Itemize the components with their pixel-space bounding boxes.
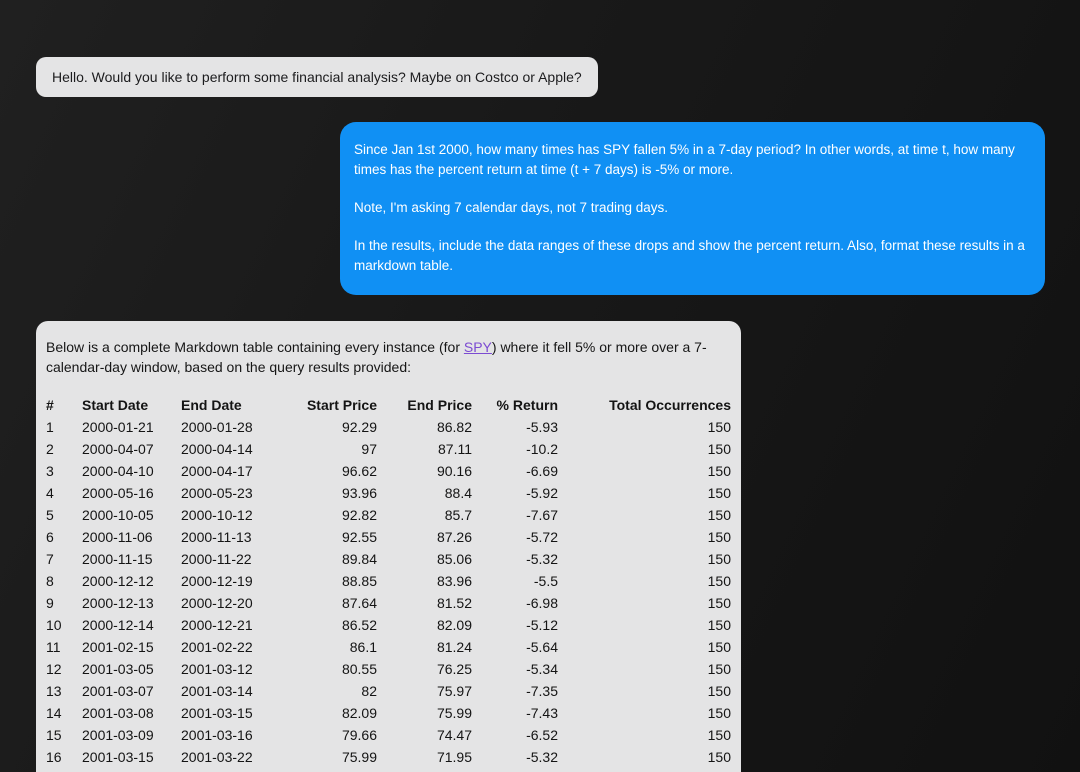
response-intro (46, 337, 731, 377)
cell-pct-return: -5.32 (526, 551, 558, 567)
user-message-paragraph-3: In the results, include the data ranges of these drops and show the percent return. Also, format these results in a markdown table. (354, 238, 1025, 273)
cell-total-occurrences: 150 (707, 573, 731, 589)
cell-start-date: 2001-03-09 (82, 727, 154, 743)
cell-total-occurrences: 150 (707, 595, 731, 611)
cell-start-date: 2001-03-15 (82, 749, 154, 765)
table-row (46, 548, 731, 570)
cell-start-price: 89.84 (341, 551, 377, 567)
user-message-paragraph-1: Since Jan 1st 2000, how many times has SPY fallen 5% in a 7-day period? In other words, at time t, how many times has the percent return at time (t + 7 days) is -5% or more. (354, 142, 1015, 177)
cell-total-occurrences: 150 (707, 683, 731, 699)
cell-total-occurrences: 150 (707, 639, 731, 655)
cell-index: 13 (46, 683, 62, 699)
header-row (46, 394, 731, 416)
cell-end-price: 90.16 (436, 463, 472, 479)
cell-end-price: 81.24 (436, 639, 472, 655)
results-table-body (46, 416, 731, 768)
cell-end-price: 71.95 (436, 749, 472, 765)
cell-start-date: 2000-11-15 (82, 551, 153, 567)
header-pct-return: % Return (496, 397, 558, 413)
cell-pct-return: -7.43 (526, 705, 558, 721)
cell-end-price: 75.99 (436, 705, 472, 721)
cell-start-price: 86.1 (349, 639, 377, 655)
cell-total-occurrences: 150 (707, 749, 731, 765)
cell-pct-return: -6.52 (526, 727, 558, 743)
results-table (46, 394, 731, 768)
cell-start-date: 2001-03-07 (82, 683, 154, 699)
cell-end-price: 87.26 (436, 529, 472, 545)
cell-start-price: 75.99 (341, 749, 377, 765)
table-row (46, 526, 731, 548)
cell-index: 6 (46, 529, 54, 545)
cell-pct-return: -5.72 (526, 529, 558, 545)
cell-index: 3 (46, 463, 54, 479)
cell-index: 8 (46, 573, 54, 589)
table-row (46, 570, 731, 592)
cell-total-occurrences: 150 (707, 727, 731, 743)
cell-start-date: 2000-12-14 (82, 617, 154, 633)
cell-total-occurrences: 150 (707, 507, 731, 523)
table-row (46, 614, 731, 636)
cell-index: 9 (46, 595, 54, 611)
cell-end-date: 2001-03-12 (181, 661, 253, 677)
header-index: # (46, 397, 54, 413)
cell-end-date: 2000-10-12 (181, 507, 253, 523)
cell-end-price: 88.4 (444, 485, 472, 501)
cell-start-date: 2000-04-07 (82, 441, 154, 457)
cell-start-date: 2001-03-05 (82, 661, 154, 677)
cell-index: 14 (46, 705, 62, 721)
cell-total-occurrences: 150 (707, 463, 731, 479)
cell-pct-return: -5.92 (526, 485, 558, 501)
cell-end-price: 87.11 (438, 441, 472, 457)
results-table-header (46, 394, 731, 416)
cell-index: 12 (46, 661, 62, 677)
spy-link[interactable]: SPY (463, 339, 492, 355)
cell-index: 4 (46, 485, 54, 501)
cell-index: 5 (46, 507, 54, 523)
response-intro-suffix: ) where it fell 5% or more over a 7-calendar-day window, based on the query results provided: (46, 339, 707, 375)
table-row (46, 592, 731, 614)
assistant-message-table-response (36, 321, 741, 772)
cell-total-occurrences: 150 (707, 485, 731, 501)
table-row (46, 504, 731, 526)
user-message (340, 122, 1045, 295)
cell-end-price: 83.96 (436, 573, 472, 589)
cell-pct-return: -5.12 (526, 617, 558, 633)
cell-end-date: 2000-05-23 (181, 485, 253, 501)
cell-start-price: 86.52 (341, 617, 377, 633)
header-total-occurrences: Total Occurrences (609, 397, 731, 413)
table-row (46, 460, 731, 482)
cell-end-date: 2000-04-17 (181, 463, 253, 479)
table-row (46, 482, 731, 504)
cell-start-price: 88.85 (341, 573, 377, 589)
table-row (46, 416, 731, 438)
cell-start-date: 2000-12-13 (82, 595, 154, 611)
cell-end-date: 2001-03-15 (181, 705, 253, 721)
cell-pct-return: -7.35 (526, 683, 558, 699)
cell-end-date: 2000-01-28 (181, 419, 253, 435)
cell-pct-return: -10.2 (526, 441, 558, 457)
cell-start-price: 93.96 (341, 485, 377, 501)
cell-index: 16 (46, 749, 62, 765)
cell-end-date: 2000-12-20 (181, 595, 253, 611)
table-row (46, 724, 731, 746)
cell-start-price: 82.09 (341, 705, 377, 721)
table-row (46, 746, 731, 768)
cell-end-date: 2001-02-22 (181, 639, 253, 655)
cell-start-price: 87.64 (341, 595, 377, 611)
header-start-date: Start Date (82, 397, 149, 413)
cell-start-price: 92.55 (341, 529, 377, 545)
cell-start-price: 82 (361, 683, 377, 699)
cell-index: 2 (46, 441, 54, 457)
cell-start-date: 2000-04-10 (82, 463, 154, 479)
cell-end-date: 2000-12-21 (181, 617, 253, 633)
cell-index: 7 (46, 551, 54, 567)
cell-end-date: 2001-03-16 (181, 727, 253, 743)
cell-end-price: 85.7 (444, 507, 472, 523)
cell-pct-return: -6.98 (526, 595, 558, 611)
cell-index: 15 (46, 727, 62, 743)
cell-end-date: 2000-11-13 (181, 529, 252, 545)
header-end-price: End Price (407, 397, 472, 413)
cell-start-date: 2001-03-08 (82, 705, 154, 721)
cell-end-price: 75.97 (436, 683, 472, 699)
cell-end-date: 2001-03-14 (181, 683, 253, 699)
cell-index: 11 (46, 639, 61, 655)
cell-start-date: 2000-10-05 (82, 507, 154, 523)
cell-total-occurrences: 150 (707, 551, 731, 567)
cell-end-price: 76.25 (436, 661, 472, 677)
header-end-date: End Date (181, 397, 242, 413)
cell-start-price: 97 (361, 441, 377, 457)
cell-start-price: 96.62 (341, 463, 377, 479)
cell-pct-return: -7.67 (526, 507, 558, 523)
user-message-paragraph-2: Note, I'm asking 7 calendar days, not 7 trading days. (354, 200, 669, 215)
cell-pct-return: -6.69 (526, 463, 558, 479)
cell-end-date: 2001-03-22 (181, 749, 253, 765)
cell-start-date: 2000-12-12 (82, 573, 154, 589)
cell-total-occurrences: 150 (707, 705, 731, 721)
table-row (46, 636, 731, 658)
cell-index: 10 (46, 617, 62, 633)
cell-start-date: 2001-02-15 (82, 639, 154, 655)
cell-pct-return: -5.93 (526, 419, 558, 435)
response-intro-prefix: Below is a complete Markdown table containing every instance (for (46, 339, 464, 355)
cell-total-occurrences: 150 (707, 617, 731, 633)
cell-start-price: 79.66 (341, 727, 377, 743)
cell-end-price: 82.09 (436, 617, 472, 633)
cell-end-date: 2000-11-22 (181, 551, 252, 567)
cell-start-price: 80.55 (341, 661, 377, 677)
cell-total-occurrences: 150 (707, 661, 731, 677)
table-row (46, 680, 731, 702)
cell-end-price: 86.82 (436, 419, 472, 435)
cell-end-date: 2000-12-19 (181, 573, 253, 589)
cell-pct-return: -5.5 (533, 573, 558, 589)
cell-end-price: 74.47 (436, 727, 472, 743)
cell-total-occurrences: 150 (707, 441, 731, 457)
cell-pct-return: -5.64 (526, 639, 558, 655)
cell-start-price: 92.29 (341, 419, 377, 435)
cell-pct-return: -5.32 (526, 749, 558, 765)
cell-pct-return: -5.34 (526, 661, 558, 677)
cell-index: 1 (46, 419, 54, 435)
cell-end-price: 81.52 (436, 595, 472, 611)
cell-end-price: 85.06 (436, 551, 472, 567)
cell-end-date: 2000-04-14 (181, 441, 253, 457)
table-row (46, 702, 731, 724)
cell-start-date: 2000-11-06 (82, 529, 153, 545)
header-start-price: Start Price (306, 397, 377, 413)
table-row (46, 658, 731, 680)
cell-start-date: 2000-05-16 (82, 485, 154, 501)
table-row (46, 438, 731, 460)
cell-total-occurrences: 150 (707, 529, 731, 545)
greeting-text: Hello. Would you like to perform some financial analysis? Maybe on Costco or Apple? (52, 69, 582, 85)
cell-start-price: 92.82 (341, 507, 377, 523)
cell-total-occurrences: 150 (707, 419, 731, 435)
cell-start-date: 2000-01-21 (82, 419, 154, 435)
assistant-message-greeting (36, 57, 598, 97)
